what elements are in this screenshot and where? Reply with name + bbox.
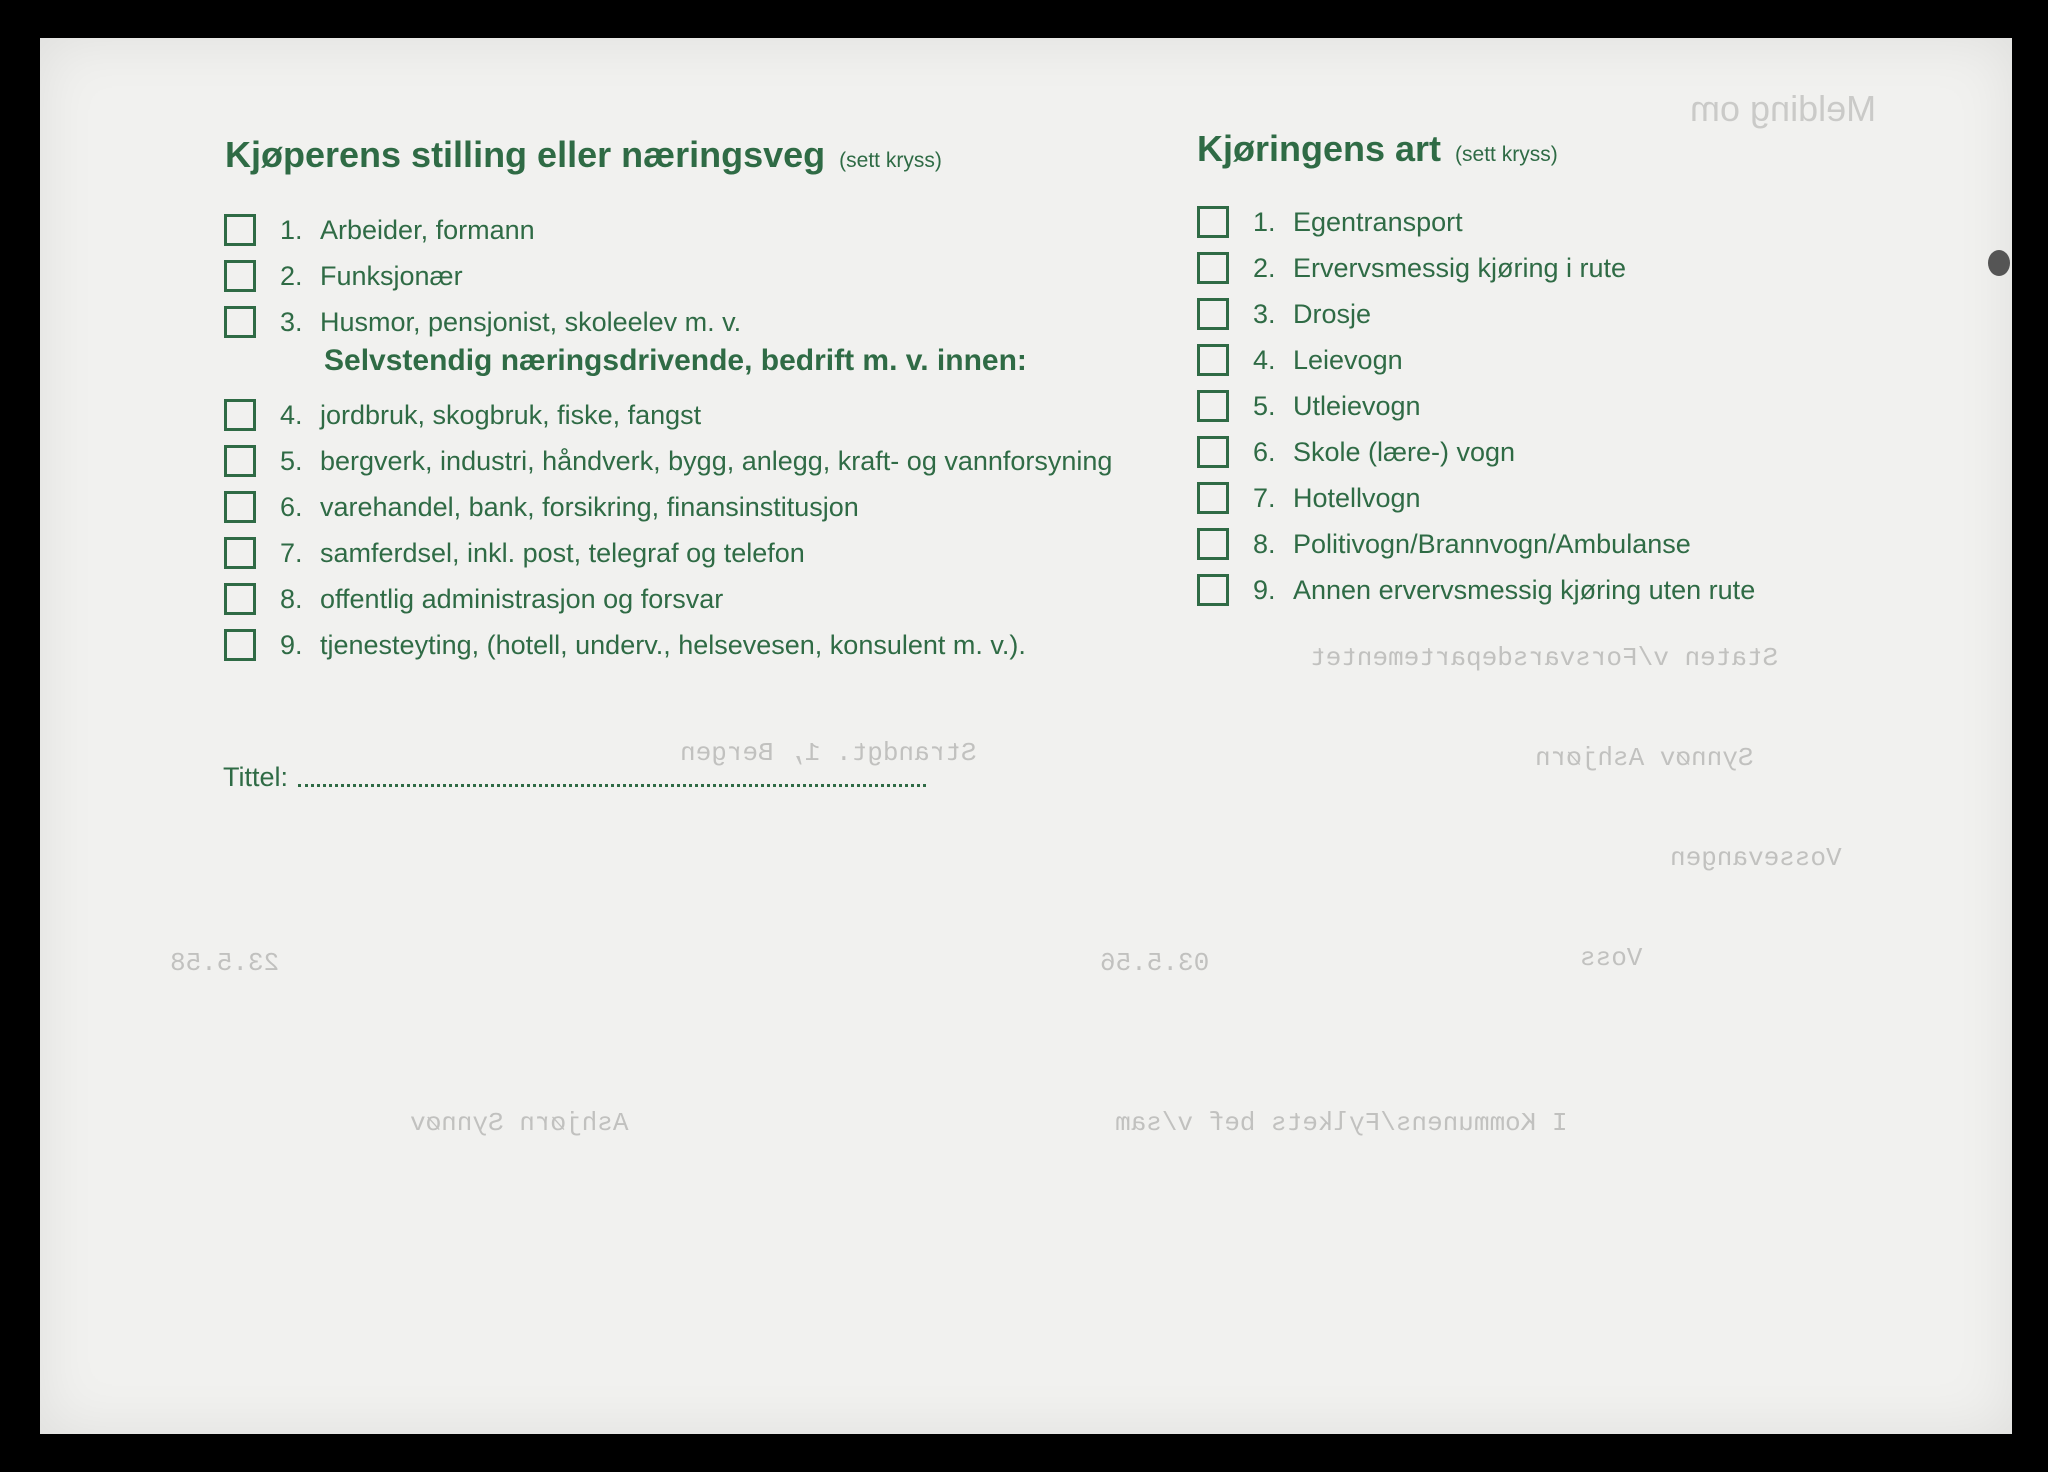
occupation-option-1[interactable]: 1. Arbeider, formann [224, 210, 535, 250]
title-field-line[interactable] [298, 784, 926, 787]
checkbox[interactable] [1197, 344, 1229, 376]
option-label: Arbeider, formann [320, 214, 535, 245]
option-label: tjenesteyting, (hotell, underv., helsevesen, konsulent m. v.). [320, 629, 1026, 660]
bleed-line-3: Vossevangen [1670, 843, 1842, 873]
driving-option-7[interactable]: 7. Hotellvogn [1197, 478, 1421, 518]
option-label: jordbruk, skogbruk, fiske, fangst [320, 399, 702, 430]
option-label: Annen ervervsmessig kjøring uten rute [1293, 574, 1756, 605]
bleed-line-2: Synnøv Ashjørn [1535, 743, 1754, 773]
checkbox[interactable] [1197, 298, 1229, 330]
option-label: Husmor, pensjonist, skoleelev m. v. [320, 306, 742, 337]
option-label: Ervervsmessig kjøring i rute [1293, 252, 1627, 283]
bleed-line-5: I Kommunens/Fylkets bef v/sam [1115, 1108, 1568, 1138]
buyer-occupation-heading [225, 134, 942, 176]
form-card [40, 38, 2012, 1434]
occupation-option-9[interactable]: 9. tjenesteyting, (hotell, underv., helsevesen, konsulent m. v.). [224, 625, 1026, 665]
occupation-option-3[interactable]: 3. Husmor, pensjonist, skoleelev m. v. [224, 302, 741, 342]
checkbox[interactable] [224, 306, 256, 338]
checkbox[interactable] [1197, 436, 1229, 468]
checkbox[interactable] [224, 445, 256, 477]
occupation-option-5[interactable]: 5. bergverk, industri, håndverk, bygg, anlegg, kraft- og vannforsyning [224, 441, 1112, 481]
option-label: Politivogn/Brannvogn/Ambulanse [1293, 528, 1691, 559]
driving-option-1[interactable]: 1. Egentransport [1197, 202, 1463, 242]
bleed-title: Melding om [1690, 88, 1877, 129]
bleed-line-6: Ashjørn Synnøv [410, 1108, 629, 1138]
option-label: Utleievogn [1293, 390, 1421, 421]
driving-option-5[interactable]: 5. Utleievogn [1197, 386, 1421, 426]
checkbox[interactable] [224, 629, 256, 661]
checkbox[interactable] [1197, 390, 1229, 422]
buyer-occupation-title: Kjøperens stilling eller næringsveg [225, 134, 826, 175]
driving-option-8[interactable]: 8. Politivogn/Brannvogn/Ambulanse [1197, 524, 1691, 564]
bleed-date-2: 03.5.56 [1100, 948, 1210, 978]
checkbox[interactable] [1197, 206, 1229, 238]
checkbox[interactable] [224, 583, 256, 615]
checkbox[interactable] [224, 214, 256, 246]
occupation-option-2[interactable]: 2. Funksjonær [224, 256, 463, 296]
option-label: varehandel, bank, forsikring, finansinstitusjon [320, 491, 859, 522]
option-label: Hotellvogn [1293, 482, 1421, 513]
option-label: offentlig administrasjon og forsvar [320, 583, 724, 614]
checkbox[interactable] [1197, 574, 1229, 606]
driving-type-title: Kjøringens art [1197, 128, 1442, 169]
checkbox[interactable] [1197, 252, 1229, 284]
option-label: Leievogn [1293, 344, 1403, 375]
title-field-label: Tittel: [223, 762, 289, 792]
driving-option-6[interactable]: 6. Skole (lære-) vogn [1197, 432, 1515, 472]
option-label: Egentransport [1293, 206, 1463, 237]
option-label: bergverk, industri, håndverk, bygg, anlegg, kraft- og vannforsyning [320, 445, 1113, 476]
checkbox[interactable] [1197, 528, 1229, 560]
option-label: samferdsel, inkl. post, telegraf og telefon [320, 537, 805, 568]
option-label: Drosje [1293, 298, 1372, 329]
buyer-occupation-note: (sett kryss) [839, 149, 942, 172]
checkbox[interactable] [224, 260, 256, 292]
driving-option-9[interactable]: 9. Annen ervervsmessig kjøring uten rute [1197, 570, 1755, 610]
bleed-line-4: Voss [1580, 943, 1643, 973]
driving-option-2[interactable]: 2. Ervervsmessig kjøring i rute [1197, 248, 1626, 288]
bleed-line-1: Staten v/Forsvarsdepartementet [1310, 643, 1779, 673]
occupation-option-4[interactable]: 4. jordbruk, skogbruk, fiske, fangst [224, 395, 701, 435]
driving-option-3[interactable]: 3. Drosje [1197, 294, 1371, 334]
checkbox[interactable] [224, 537, 256, 569]
driving-type-note: (sett kryss) [1455, 143, 1558, 166]
occupation-option-8[interactable]: 8. offentlig administrasjon og forsvar [224, 579, 723, 619]
bleed-line-7: Strandgt. 1, Bergen [680, 738, 977, 768]
checkbox[interactable] [224, 399, 256, 431]
option-label: Skole (lære-) vogn [1293, 436, 1516, 467]
occupation-option-7[interactable]: 7. samferdsel, inkl. post, telegraf og telefon [224, 533, 805, 573]
self-employed-subheading: Selvstendig næringsdrivende, bedrift m. v. innen: [324, 344, 1027, 377]
driving-option-4[interactable]: 4. Leievogn [1197, 340, 1403, 380]
occupation-option-6[interactable]: 6. varehandel, bank, forsikring, finansinstitusjon [224, 487, 859, 527]
bleed-date-1: 23.5.58 [170, 948, 280, 978]
driving-type-heading [1197, 128, 1558, 170]
option-label: Funksjonær [320, 260, 463, 291]
checkbox[interactable] [224, 491, 256, 523]
checkbox[interactable] [1197, 482, 1229, 514]
punch-hole [1988, 250, 2010, 276]
title-field[interactable] [223, 762, 926, 793]
